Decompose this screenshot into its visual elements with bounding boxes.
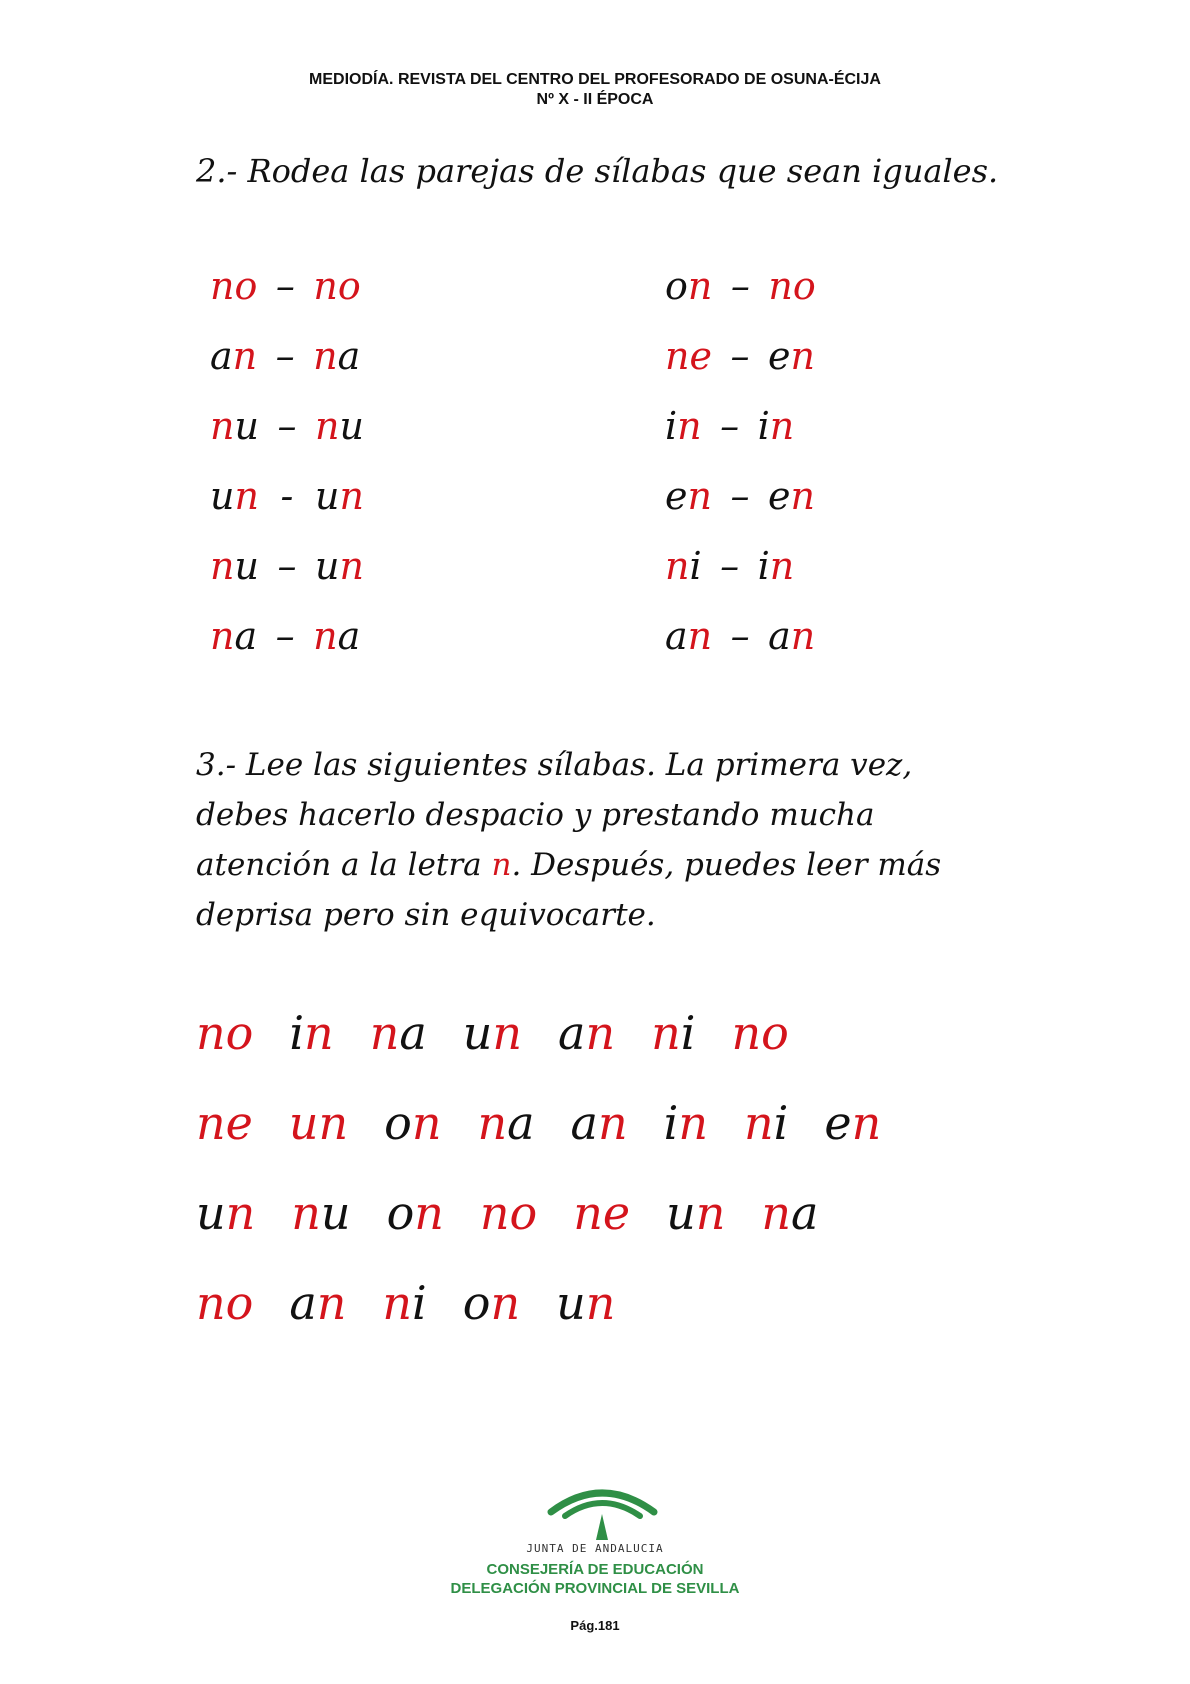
syllable-highlight: n — [225, 1186, 256, 1240]
syllable-highlight: no — [210, 264, 258, 308]
syllable-highlight: n — [687, 474, 712, 518]
syllable-highlight: n — [414, 1186, 444, 1240]
syllable-row — [196, 1003, 917, 1093]
institution-names — [0, 1560, 1190, 1598]
reading-syllable — [571, 1093, 628, 1153]
syllable-highlight: n — [313, 334, 338, 378]
delegacion-provincial: DELEGACIÓN PROVINCIAL DE SEVILLA — [450, 1580, 740, 1597]
syllable-letter: a — [570, 1096, 598, 1150]
syllable-highlight: n — [291, 1186, 321, 1240]
instructions-text-end: . Después, puedes leer más deprisa pero sin equivocarte. — [196, 847, 942, 933]
pair-separator: – — [730, 264, 750, 308]
syllable-letter: e — [767, 334, 791, 378]
syllable-highlight: no — [196, 1006, 254, 1060]
reading-syllable — [651, 1003, 695, 1063]
syllable-highlight: n — [210, 404, 235, 448]
syllable-highlight: no — [196, 1276, 254, 1330]
syllable-letter: o — [462, 1276, 491, 1330]
syllable-highlight: n — [585, 1006, 616, 1060]
syllable-letter: i — [757, 544, 770, 588]
syllable-letter: i — [757, 404, 770, 448]
syllable-highlight: no — [479, 1186, 538, 1240]
exercise-2-title: 2.- Rodea las parejas de sílabas que sean iguales. — [196, 152, 999, 190]
reading-syllable — [558, 1003, 615, 1063]
journal-header — [0, 70, 1190, 110]
logo-arc-inner — [565, 1503, 640, 1516]
syllable-highlight: ne — [665, 334, 712, 378]
syllable-highlight: n — [234, 474, 259, 518]
syllable-highlight: n — [210, 544, 235, 588]
syllable-letter: u — [462, 1006, 493, 1060]
syllable-pair[interactable] — [665, 542, 816, 612]
reading-syllable — [382, 1273, 426, 1333]
syllable-letter: u — [339, 404, 364, 448]
first-syllable — [665, 334, 712, 378]
page-number: Pág.181 — [570, 1618, 620, 1633]
syllable-letter: i — [680, 1006, 696, 1060]
syllable-highlight: n — [339, 474, 364, 518]
syllable-letter: i — [689, 544, 702, 588]
syllable-highlight: n — [769, 544, 795, 588]
syllable-letter: u — [210, 474, 235, 518]
junta-andalucia-text: JUNTA DE ANDALUCIA — [526, 1542, 664, 1555]
pair-separator: – — [275, 334, 295, 378]
syllable-letter: a — [337, 334, 361, 378]
reading-syllable — [384, 1093, 441, 1153]
syllable-letter: e — [767, 474, 791, 518]
syllable-letter: i — [773, 1096, 789, 1150]
syllable-highlight: n — [790, 474, 815, 518]
syllable-letter: u — [320, 1186, 351, 1240]
syllable-highlight: n — [210, 614, 235, 658]
syllable-highlight: n — [695, 1186, 726, 1240]
syllable-letter: a — [768, 614, 791, 658]
syllable-letter: u — [234, 544, 259, 588]
syllable-highlight: n — [678, 1096, 708, 1150]
syllable-letter: a — [507, 1096, 535, 1150]
reading-syllable — [289, 1003, 333, 1063]
syllable-letter: i — [663, 1096, 679, 1150]
second-syllable — [768, 264, 815, 308]
reading-syllable — [463, 1003, 522, 1063]
syllable-pair[interactable] — [210, 332, 364, 402]
syllable-highlight: n — [316, 1276, 347, 1330]
syllable-highlight: n — [597, 1096, 628, 1150]
pair-separator: – — [730, 334, 750, 378]
syllable-letter: o — [386, 1186, 415, 1240]
second-syllable — [768, 334, 815, 378]
first-syllable — [210, 544, 259, 588]
right-syllable-pairs — [665, 262, 816, 682]
reading-syllable — [196, 1093, 253, 1153]
second-syllable — [758, 404, 795, 448]
second-syllable — [768, 474, 815, 518]
journal-title: MEDIODÍA. REVISTA DEL CENTRO DEL PROFESORADO DE OSUNA-ÉCIJA — [309, 71, 881, 88]
reading-syllable — [666, 1183, 725, 1243]
reading-syllable — [664, 1093, 708, 1153]
syllable-highlight: n — [743, 1096, 774, 1150]
first-syllable — [210, 334, 257, 378]
first-syllable — [665, 544, 702, 588]
syllable-pair[interactable] — [210, 262, 364, 332]
syllable-highlight: n — [382, 1276, 413, 1330]
syllable-letter: a — [289, 1276, 317, 1330]
syllable-letter: a — [234, 614, 258, 658]
syllable-highlight: ne — [573, 1186, 631, 1240]
first-syllable — [210, 264, 257, 308]
first-syllable — [210, 474, 259, 518]
first-syllable — [665, 614, 712, 658]
second-syllable — [758, 544, 795, 588]
reading-syllable — [289, 1273, 346, 1333]
pair-separator: – — [277, 544, 297, 588]
syllable-highlight: n — [761, 1186, 792, 1240]
second-syllable — [313, 614, 360, 658]
reading-syllable — [463, 1273, 520, 1333]
junta-andalucia-logo — [545, 1478, 660, 1550]
syllable-highlight: n — [314, 404, 340, 448]
syllable-pair[interactable] — [210, 402, 364, 472]
syllable-pair[interactable] — [210, 472, 364, 542]
reading-syllable — [556, 1273, 615, 1333]
syllable-row — [196, 1093, 917, 1183]
syllable-letter: o — [384, 1096, 412, 1150]
syllable-letter: u — [314, 474, 340, 518]
pair-separator: – — [277, 404, 297, 448]
syllable-pair[interactable] — [665, 262, 816, 332]
reading-syllable — [291, 1183, 350, 1243]
syllable-letter: u — [666, 1186, 696, 1240]
syllable-letter: a — [558, 1006, 586, 1060]
syllable-highlight: n — [304, 1006, 334, 1060]
exercise-3-instructions — [196, 740, 996, 940]
reading-syllable — [824, 1093, 881, 1153]
reading-syllable — [387, 1183, 444, 1243]
syllable-letter: o — [665, 264, 688, 308]
syllable-highlight: n — [313, 614, 338, 658]
syllable-pair[interactable] — [665, 332, 816, 402]
syllable-highlight: n — [477, 1096, 508, 1150]
syllable-pair[interactable] — [665, 402, 816, 472]
syllable-highlight: n — [490, 1276, 521, 1330]
syllable-highlight: n — [677, 404, 702, 448]
syllable-highlight: n — [790, 334, 815, 378]
syllable-highlight: n — [665, 544, 690, 588]
reading-syllable — [744, 1093, 788, 1153]
syllable-letter: u — [556, 1276, 586, 1330]
reading-syllable — [573, 1183, 630, 1243]
syllable-highlight: un — [288, 1096, 349, 1150]
syllable-letter: a — [210, 334, 233, 378]
reading-syllable — [731, 1003, 788, 1063]
reading-syllable — [480, 1183, 537, 1243]
pair-separator: – — [730, 614, 750, 658]
reading-syllable — [196, 1273, 253, 1333]
syllable-row — [196, 1183, 917, 1273]
second-syllable — [768, 614, 815, 658]
syllable-highlight: n — [339, 544, 364, 588]
syllable-pair[interactable] — [665, 612, 816, 682]
reading-syllable — [477, 1093, 534, 1153]
syllable-highlight: n — [790, 614, 816, 658]
pair-separator: – — [275, 614, 295, 658]
syllable-highlight: n — [232, 334, 258, 378]
reading-syllable — [196, 1183, 255, 1243]
second-syllable — [315, 474, 364, 518]
syllable-letter: u — [234, 404, 259, 448]
instructions-text-start: 3.- Lee las siguientes sílabas. La primera vez, debes hacerlo despacio y prestando mucha atención a la letra — [196, 747, 913, 883]
syllable-highlight: n — [769, 404, 795, 448]
syllable-highlight: no — [731, 1006, 789, 1060]
syllable-highlight: n — [369, 1006, 400, 1060]
syllable-highlight: n — [687, 614, 713, 658]
syllable-letter: a — [399, 1006, 427, 1060]
syllable-letter: i — [665, 404, 678, 448]
syllable-letter: i — [412, 1276, 427, 1330]
syllable-highlight: n — [492, 1006, 523, 1060]
syllable-letter: e — [824, 1096, 852, 1150]
logo-column — [596, 1514, 608, 1540]
pair-separator: – — [720, 544, 740, 588]
first-syllable — [210, 404, 259, 448]
syllable-highlight: n — [851, 1096, 882, 1150]
pair-separator: – — [730, 474, 750, 518]
syllable-row — [196, 1273, 917, 1363]
syllable-highlight: no — [313, 264, 361, 308]
syllable-reading-rows — [196, 1003, 917, 1363]
left-syllable-pairs — [210, 262, 364, 682]
syllable-pair[interactable] — [210, 542, 364, 612]
reading-syllable — [370, 1003, 427, 1063]
syllable-highlight: n — [651, 1006, 681, 1060]
syllable-letter: u — [314, 544, 340, 588]
issue-number: Nº X - II ÉPOCA — [536, 91, 654, 108]
syllable-highlight: n — [585, 1276, 616, 1330]
reading-syllable — [761, 1183, 818, 1243]
second-syllable — [313, 264, 360, 308]
syllable-letter: e — [665, 474, 688, 518]
first-syllable — [665, 264, 712, 308]
second-syllable — [315, 404, 364, 448]
syllable-pair[interactable] — [210, 612, 364, 682]
syllable-highlight: n — [687, 264, 713, 308]
pair-separator: – — [275, 264, 295, 308]
first-syllable — [210, 614, 257, 658]
first-syllable — [665, 404, 702, 448]
syllable-highlight: ne — [196, 1096, 253, 1150]
consejeria-educacion: CONSEJERÍA DE EDUCACIÓN — [486, 1561, 704, 1578]
syllable-letter: i — [289, 1006, 305, 1060]
second-syllable — [313, 334, 360, 378]
syllable-highlight: no — [768, 264, 816, 308]
syllable-highlight: n — [411, 1096, 442, 1150]
syllable-letter: a — [791, 1186, 819, 1240]
second-syllable — [315, 544, 364, 588]
reading-syllable — [289, 1093, 348, 1153]
syllable-letter: a — [337, 614, 361, 658]
syllable-letter: a — [665, 614, 688, 658]
syllable-pair[interactable] — [665, 472, 816, 542]
highlighted-letter: n — [491, 847, 512, 883]
first-syllable — [665, 474, 712, 518]
pair-separator: – — [720, 404, 740, 448]
syllable-letter: u — [196, 1186, 226, 1240]
pair-separator: - — [280, 474, 294, 518]
reading-syllable — [196, 1003, 253, 1063]
